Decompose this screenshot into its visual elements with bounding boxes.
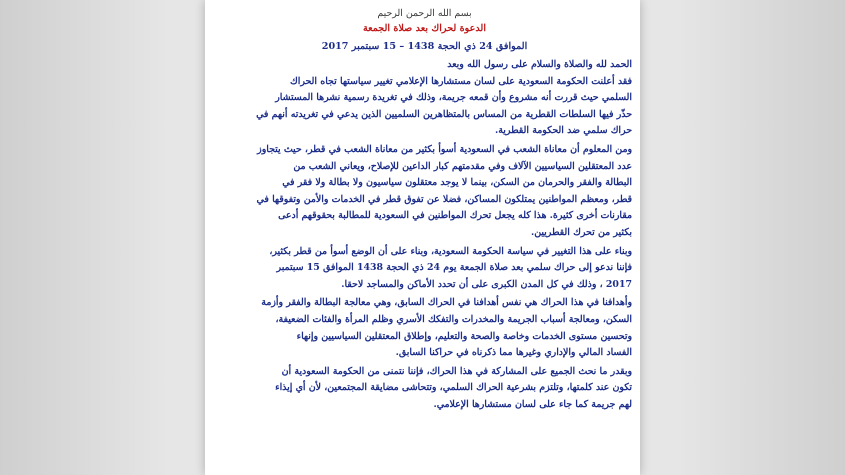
text-line: وبقدر ما نحث الجميع على المشاركة في هذا الحراك، فإننا نتمنى من الحكومة السعودية أن bbox=[281, 365, 632, 377]
bismillah-heading: بسم الله الرحمن الرحيم bbox=[377, 8, 472, 19]
text-line: فإننا ندعو إلى حراك سلمي بعد صلاة الجمعة يوم 24 ذي الحجة 1438 الموافق 15 سبتمبر bbox=[276, 262, 632, 274]
text-line: عدد المعتقلين السياسيين الآلاف وفي مقدمتهم كبار الداعين للإصلاح، ويعاني الشعب من bbox=[293, 160, 632, 172]
text-line: السكن، ومعالجة أسباب الجريمة والمخدرات والتفكك الأسري وظلم المرأة والفئات الضعيفة، bbox=[275, 313, 632, 325]
text-line: بكثير من تحرك القطريين. bbox=[530, 226, 632, 238]
document-title: الدعوة لحراك بعد صلاة الجمعة bbox=[362, 23, 486, 34]
text-line: حذّر فيها السلطات القطرية من المساس بالمتظاهرين السلميين الذين يدعي في تغريدته أنهم في bbox=[256, 108, 632, 120]
text-line: الفساد المالي والإداري وغيرها مما ذكرناه في حراكنا السابق. bbox=[395, 347, 632, 359]
text-line: فقد أعلنت الحكومة السعودية على لسان مستشارها الإعلامي تغيير سياستها تجاه الحراك bbox=[290, 75, 632, 87]
paragraph-comparison bbox=[217, 142, 632, 242]
text-line: لهم جريمة كما جاء على لسان مستشارها الإعلامي. bbox=[433, 398, 632, 410]
text-line: 2017 ، وذلك في كل المدن الكبرى على أن تحدد الأماكن والمساجد لاحقا. bbox=[341, 278, 632, 290]
text-line: مقارنات أخرى كثيرة. هذا كله يجعل تحرك المواطنين في السعودية للمطالبة بحقوقهم أدعى bbox=[278, 210, 632, 222]
text-line: وتحسين مستوى الخدمات وخاصة والصحة والتعليم، وإطلاق المعتقلين السياسيين وإنهاء bbox=[296, 330, 632, 342]
text-line: وأهدافنا في هذا الحراك هي نفس أهدافنا في الحراك السابق، وهي معالجة البطالة والفقر وأزمة bbox=[261, 297, 632, 309]
text-line: حراك سلمي ضد الحكومة القطرية. bbox=[495, 125, 632, 137]
text-line: تكون عند كلمتها، وتلتزم بشرعية الحراك السلمي، وتتحاشى مضايقة المجتمعين، لأن أي إيذاء bbox=[275, 382, 632, 394]
paragraph-opening bbox=[217, 57, 632, 74]
text-line: ومن المعلوم أن معاناة الشعب في السعودية أسوأ بكثير من معاناة الشعب في قطر، حيث يتجاوز bbox=[257, 143, 632, 155]
text-line: الحمد لله والصلاة والسلام على رسول الله وبعد bbox=[447, 59, 632, 70]
text-line: وبناء على هذا التغيير في سياسة الحكومة السعودية، وبناء على أن الوضع أسوأ من قطر بكثير، bbox=[269, 245, 632, 257]
document-date: الموافق 24 ذي الحجة 1438 – 15 سبتمبر 2017 bbox=[321, 41, 528, 52]
document-content bbox=[205, 0, 640, 413]
document-page bbox=[205, 0, 640, 475]
paragraph-goals bbox=[217, 295, 632, 361]
paragraph-closing bbox=[217, 364, 632, 414]
paragraph-call-to-action bbox=[217, 244, 632, 294]
text-line: قطر، ومعظم المواطنين يمتلكون المساكن، فضلا عن تفوق قطر في الخدمات والأمن وتفوقها في bbox=[256, 193, 632, 205]
text-line: البطالة والفقر والحرمان من السكن، بينما لا يوجد معتقلون سياسيون ولا بطالة ولا فقر في bbox=[282, 177, 632, 189]
paragraph-announcement bbox=[217, 74, 632, 140]
text-line: السلمي حيث قررت أنه مشروع وأن قمعه جريمة، وذلك في تغريدة رسمية نشرها المستشار bbox=[275, 92, 632, 104]
